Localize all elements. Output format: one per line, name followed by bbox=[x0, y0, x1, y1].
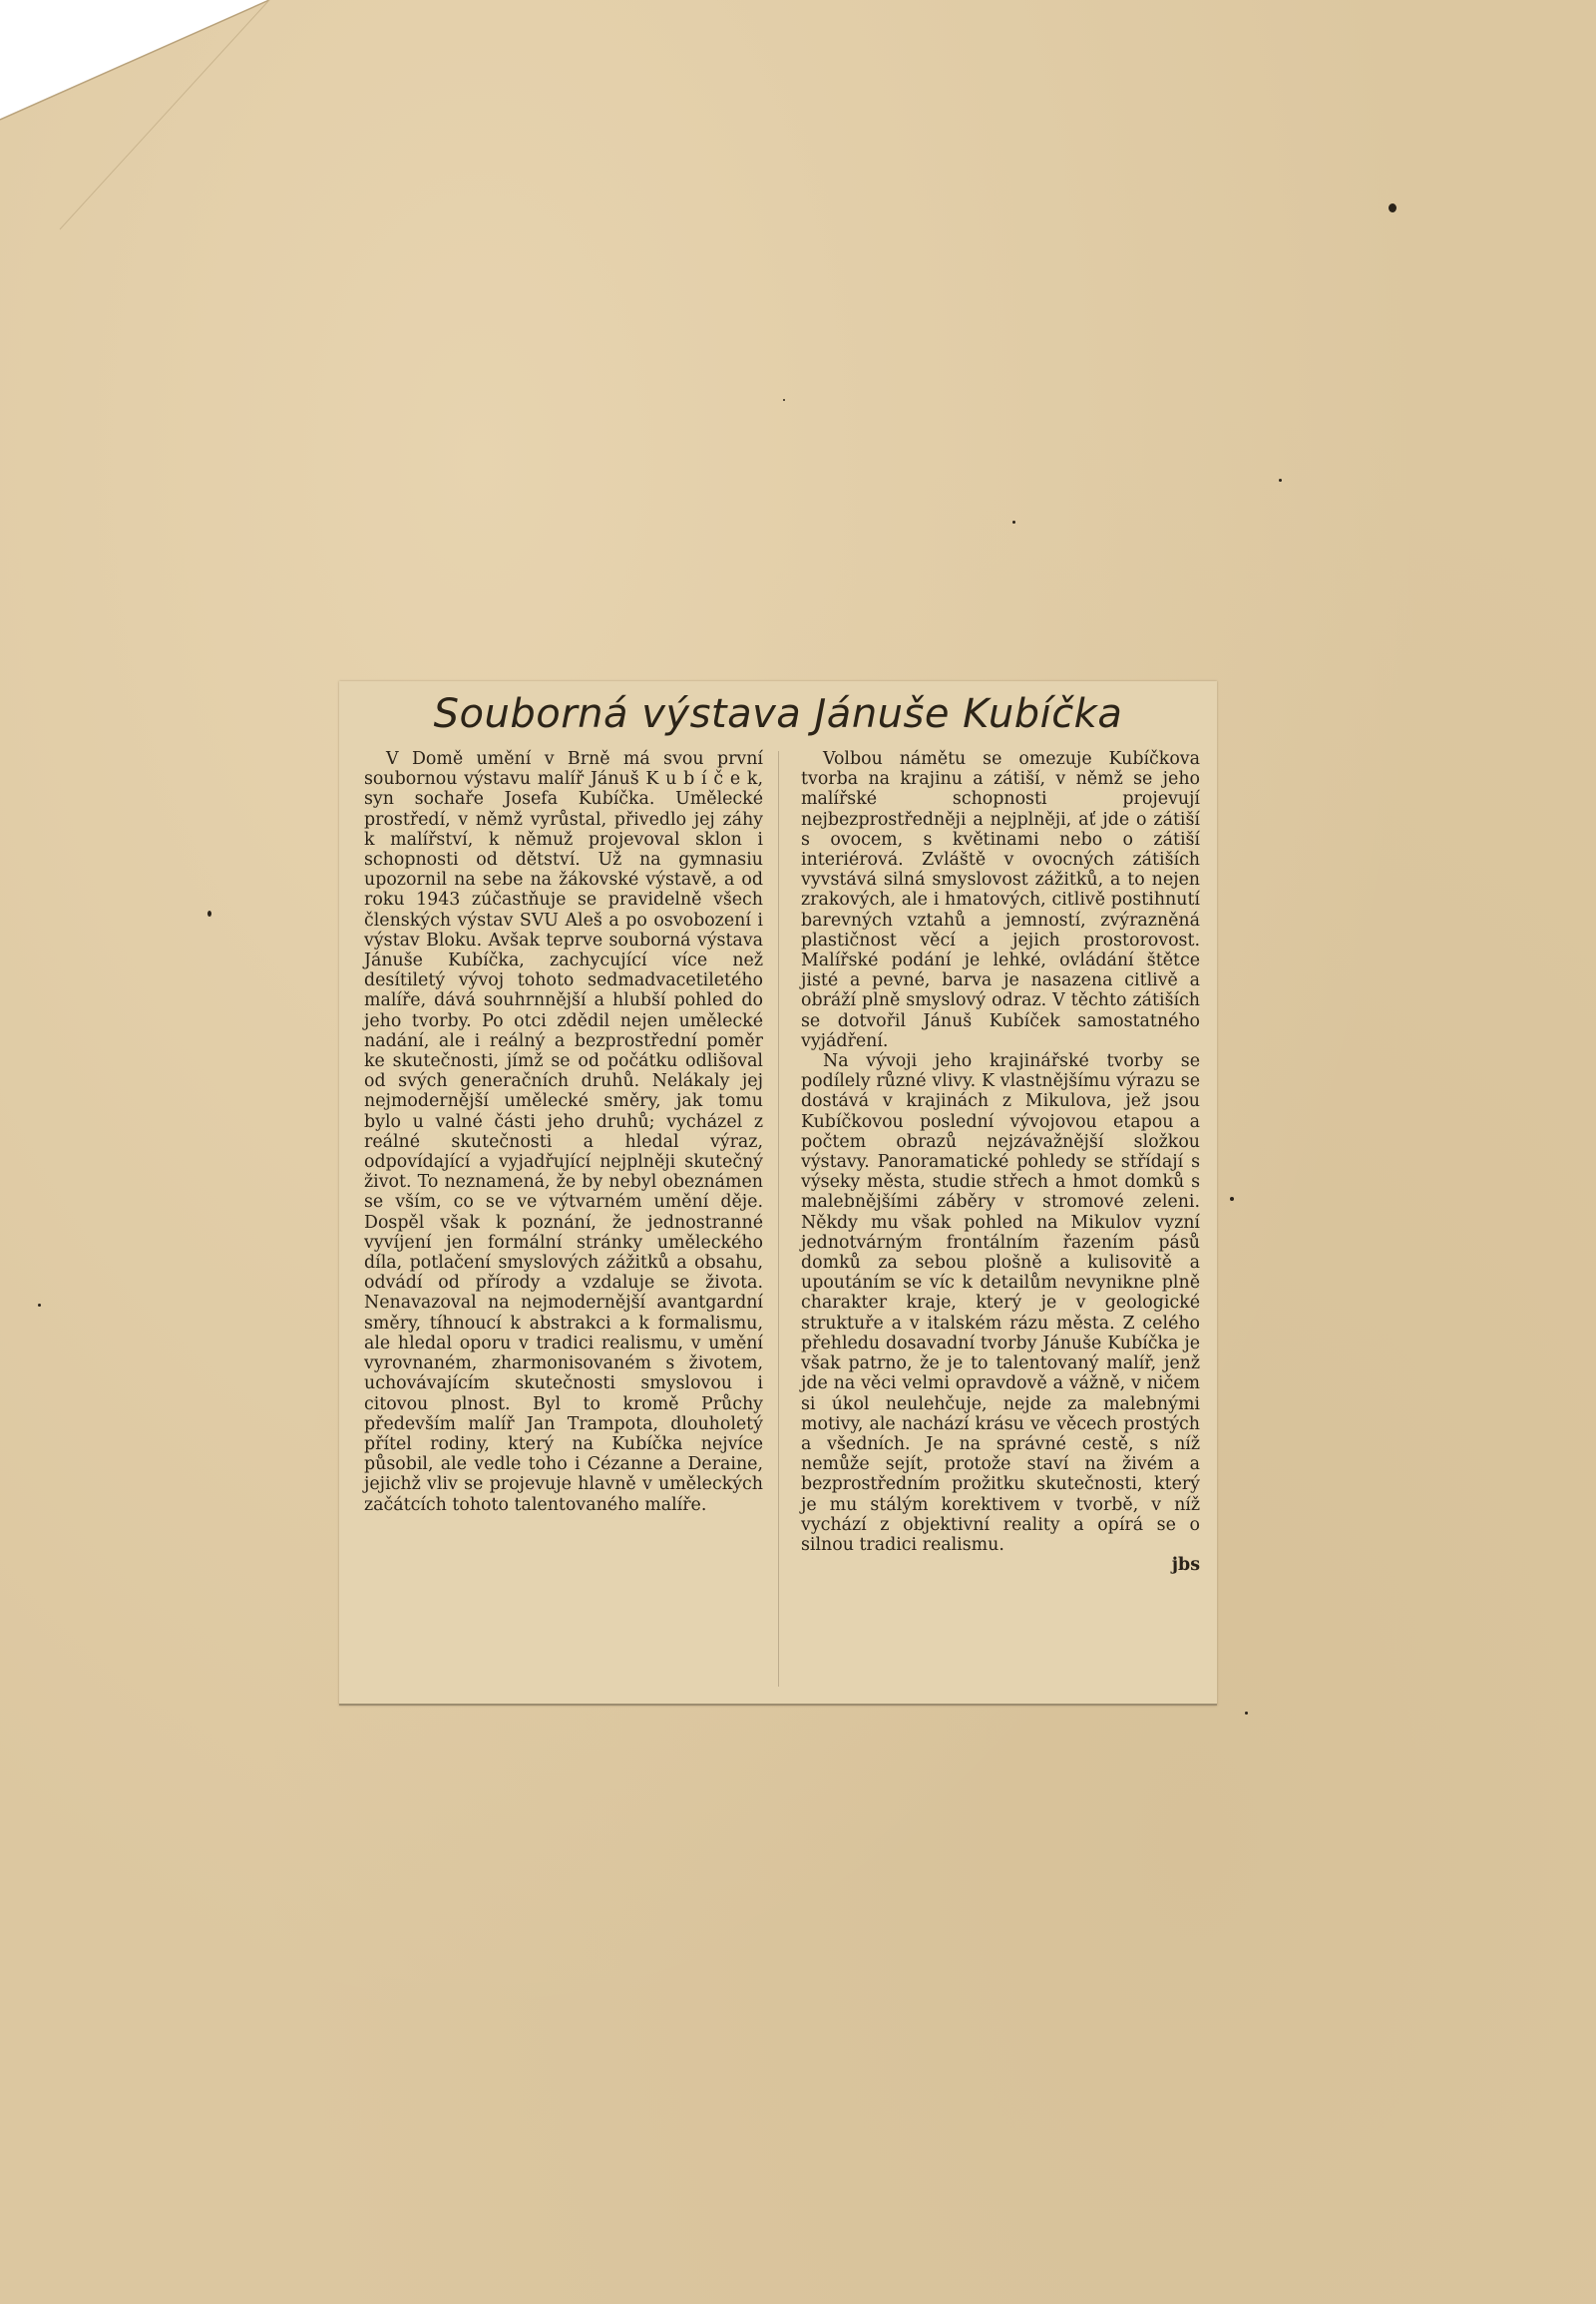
article-column-right bbox=[801, 749, 1200, 1575]
paper-speck bbox=[1012, 521, 1015, 524]
clipping-bottom-rule bbox=[339, 1704, 1217, 1706]
paper-speck bbox=[1279, 479, 1282, 482]
author-signature: jbs bbox=[1171, 1555, 1200, 1576]
paper-speck bbox=[1245, 1712, 1248, 1715]
article-paragraph: Volbou námětu se omezuje Kubíčkova tvorba na krajinu a zátiší, v němž se jeho malířské schopnosti projevují nejbezprostředněji a nejplněji, ať jde o zátiší s ovocem, s květinami nebo o zátiší interiérová. Zvláště v ovocných zátiších vyvstává silná smyslovost zážitků, a to nejen zrakových, ale i hmatových, citlivě postihnutí barevných vztahů a jemností, zvýrazněná plastičnost věcí a jejich prostorovost. Malířské podání je lehké, ovládání štětce jisté a pevné, barva je nasazena citlivě a obráží plně smyslový odraz. V těchto zátiších se dotvořil Jánuš Kubíček samostatného vyjádření. bbox=[801, 749, 1200, 1051]
paper-speck bbox=[1230, 1197, 1234, 1201]
paper-speck bbox=[207, 911, 211, 917]
article-paragraph: V Domě umění v Brně má svou první soubornou výstavu malíř Jánuš K u b í č e k, syn sochaře Josefa Kubíčka. Umělecké prostředí, v němž vyrůstal, přivedlo jej záhy k malířství, k němuž projevoval sklon i schopnosti od dětství. Už na gymnasiu upozornil na sebe na žákovské výstavě, a od roku 1943 zúčastňuje se pravidelně všech členských výstav SVU Aleš a po osvobození i výstav Bloku. Avšak teprve souborná výstava Jánuše Kubíčka, zachycující více než desítiletý vývoj tohoto sedmadvacetiletého malíře, dává souhrnnější a hlubší pohled do jeho tvorby. Po otci zdědil nejen umělecké nadání, ale i reálný a bezprostřední poměr ke skutečnosti, jímž se od počátku odlišoval od svých generačních druhů. Nelákaly jej nejmodernější umělecké směry, jak tomu bylo u valné části jeho druhů; vycházel z reálné skutečnosti a hledal výraz, odpovídající a vyjadřující nejplněji skutečný život. To neznamená, že by nebyl obeznámen se vším, co se ve výtvarném umění děje. Dospěl však k poznání, že jednostranné vyvíjení jen formální stránky uměleckého díla, potlačení smyslových zážitků a obsahu, odvádí od přírody a vzdaluje se života. Nenavazoval na nejmodernější avantgardní směry, tíhnoucí k abstrakci a k formalismu, ale hledal oporu v tradici realismu, v umění vyrovnaném, zharmonisovaném s životem, uchovávajícím skutečnosti smyslovou i citovou plnost. Byl to kromě Průchy především malíř Jan Trampota, dlouholetý přítel rodiny, který na Kubíčka nejvíce působil, ale vedle toho i Cézanne a Deraine, jejichž vliv se projevuje hlavně v uměleckých začátcích tohoto talentovaného malíře. bbox=[364, 749, 763, 1515]
newspaper-clipping bbox=[339, 681, 1217, 1706]
folded-corner bbox=[0, 0, 279, 239]
article-title: Souborná výstava Jánuše Kubíčka bbox=[433, 691, 1123, 737]
paper-speck bbox=[783, 399, 785, 401]
paper-speck bbox=[1389, 203, 1396, 212]
article-paragraph: Na vývoji jeho krajinářské tvorby se podílely různé vlivy. K vlastnějšímu výrazu se dostává v krajinách z Mikulova, jež jsou Kubíčkovou poslední vývojovou etapou a počtem obrazů nejzávažnější složkou výstavy. Panoramatické pohledy se střídají s výseky města, studie střech a hmot domků s malebnějšími záběry v stromové zeleni. Někdy mu však pohled na Mikulov vyzní jednotvárným frontálním řazením pásů domků za sebou plošně a kulisovitě a upoutáním se víc k detailům nevynikne plně charakter kraje, který je v geologické struktuře a v italském rázu města. Z celého přehledu dosavadní tvorby Jánuše Kubíčka je však patrno, že je to talentovaný malíř, jenž jde na věci velmi opravdově a vážně, v ničem si úkol neulehčuje, nejde za malebnými motivy, ale nachází krásu ve věcech prostých a všedních. Je na správné cestě, s níž nemůže sejít, protože staví na živém a bezprostředním prožitku skutečnosti, který je mu stálým korektivem v tvorbě, v níž vychází z objektivní reality a opírá se o silnou tradici realismu. bbox=[801, 1051, 1200, 1555]
article-column-left bbox=[364, 749, 763, 1515]
column-divider bbox=[778, 751, 779, 1687]
paper-speck bbox=[38, 1304, 41, 1307]
